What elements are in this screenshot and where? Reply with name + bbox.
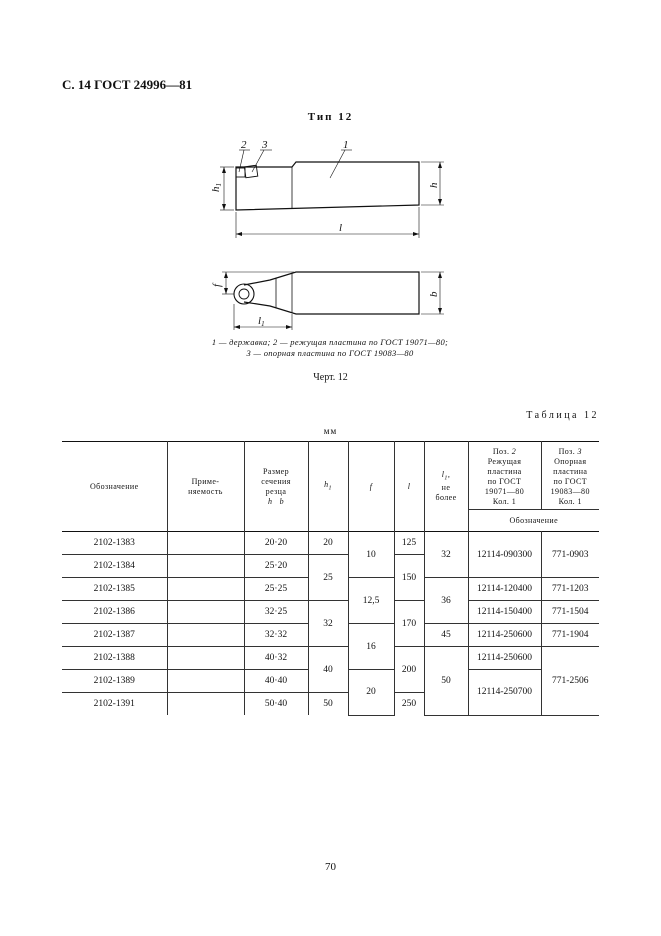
cell-designation: 2102-1385 [62, 578, 167, 601]
table-row [62, 647, 599, 670]
page-header: С. 14 ГОСТ 24996—81 [62, 77, 193, 92]
dim-l: l [339, 222, 343, 234]
cell-size: 20·20 [244, 532, 308, 555]
col-size [244, 442, 308, 532]
table-row [62, 601, 599, 624]
cell-pos3: 771-1203 [541, 578, 599, 601]
cell-designation: 2102-1389 [62, 670, 167, 693]
dim-h: h [428, 182, 440, 188]
col-pos2-label: Режущая пластина по ГОСТ 19071—80 Кол. 1 [484, 456, 525, 506]
cell-size: 40·40 [244, 670, 308, 693]
cell-l1: 45 [424, 624, 468, 647]
cell-designation: 2102-1384 [62, 555, 167, 578]
cell-l: 250 [394, 693, 424, 716]
cell-l: 170 [394, 601, 424, 647]
col-sub-designation: Обозначение [468, 510, 599, 532]
units-label: мм [323, 426, 338, 436]
col-applicability: Приме- няемость [167, 442, 244, 532]
callout-3: 3 [262, 139, 268, 151]
figure-caption: Черт. 12 [313, 372, 348, 383]
cell-size: 32·25 [244, 601, 308, 624]
cell-l: 150 [394, 555, 424, 601]
dim-h1: h1 [210, 183, 223, 192]
table-row [62, 532, 599, 555]
legend-line-2: 3 — опорная пластина по ГОСТ 19083—80 [246, 348, 414, 358]
top-view [222, 272, 444, 330]
cell-l: 125 [394, 532, 424, 555]
cell-size: 40·32 [244, 647, 308, 670]
cell-applicability [167, 532, 244, 555]
cell-pos3: 771-2506 [541, 647, 599, 716]
cell-size: 25·20 [244, 555, 308, 578]
cell-applicability [167, 578, 244, 601]
col-l1-note: не более [435, 483, 457, 503]
cell-pos2: 12114-150400 [468, 601, 541, 624]
cell-applicability [167, 693, 244, 716]
cell-l1: 50 [424, 647, 468, 716]
cell-h1: 20 [308, 532, 348, 555]
col-l: l [394, 442, 424, 532]
cell-designation: 2102-1383 [62, 532, 167, 555]
cell-f: 20 [348, 670, 394, 716]
col-designation: Обозначение [62, 442, 167, 532]
dim-b: b [428, 291, 440, 297]
cell-size: 32·32 [244, 624, 308, 647]
col-f: f [348, 442, 394, 532]
cell-f: 10 [348, 532, 394, 578]
dim-f: f [211, 283, 223, 287]
cell-l: 200 [394, 647, 424, 693]
col-size-hb: h b [268, 496, 284, 506]
cell-size: 25·25 [244, 578, 308, 601]
cell-applicability [167, 647, 244, 670]
figure-legend [150, 337, 510, 359]
cell-designation: 2102-1386 [62, 601, 167, 624]
legend-line-1: 1 — державка; 2 — режущая пластина по ГОСТ 19071—80; [211, 337, 449, 347]
cell-pos2: 12114-120400 [468, 578, 541, 601]
cell-h1: 32 [308, 601, 348, 647]
cell-designation: 2102-1388 [62, 647, 167, 670]
side-view [220, 150, 444, 238]
cutter-drawing [0, 130, 661, 335]
cell-applicability [167, 555, 244, 578]
cell-l1: 32 [424, 532, 468, 578]
table-label: Таблица 12 [526, 410, 599, 421]
col-pos3-label: Опорная пластина по ГОСТ 19083—80 Кол. 1 [550, 456, 590, 506]
cell-f: 12,5 [348, 578, 394, 624]
cell-h1: 50 [308, 693, 348, 716]
cell-pos2: 12114-090300 [468, 532, 541, 578]
dim-l1: l1 [258, 315, 265, 328]
cell-designation: 2102-1391 [62, 693, 167, 716]
cell-applicability [167, 670, 244, 693]
cell-applicability [167, 624, 244, 647]
type-title: Тип 12 [307, 111, 354, 123]
col-pos2: Поз. 2 Режущая пластина по ГОСТ 19071—80 Кол. 1 [468, 442, 541, 510]
callout-2: 2 [241, 139, 247, 151]
cell-pos2: 12114-250600 [468, 624, 541, 647]
callout-1: 1 [343, 139, 349, 151]
cell-pos3: 771-0903 [541, 532, 599, 578]
spec-table [62, 441, 599, 716]
cell-l1: 36 [424, 578, 468, 624]
col-l1: $l_1$, не более [424, 442, 468, 532]
cell-f: 16 [348, 624, 394, 670]
page-number: 70 [325, 861, 336, 873]
cell-pos2: 12114-250600 [468, 647, 541, 670]
cell-pos2: 12114-250700 [468, 670, 541, 716]
col-pos3: Поз. 3 Опорная пластина по ГОСТ 19083—80 Кол. 1 [541, 442, 599, 510]
cell-size: 50·40 [244, 693, 308, 716]
cell-h1: 40 [308, 647, 348, 693]
cell-pos3: 771-1504 [541, 601, 599, 624]
cell-h1: 25 [308, 555, 348, 601]
cell-designation: 2102-1387 [62, 624, 167, 647]
cell-applicability [167, 601, 244, 624]
col-size-label: Размер сечения резца [261, 466, 291, 496]
cell-pos3: 771-1904 [541, 624, 599, 647]
col-h1: $h_1$ [308, 442, 348, 532]
